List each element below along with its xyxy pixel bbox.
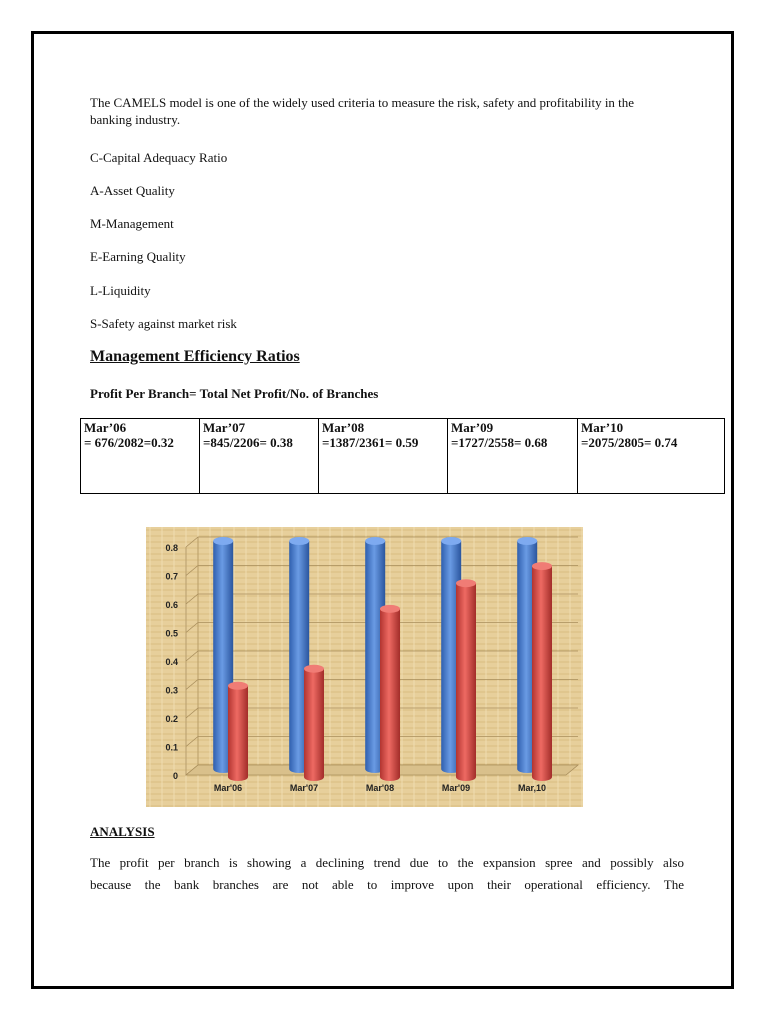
bar-top xyxy=(304,665,324,673)
page-border xyxy=(31,31,734,989)
table-row xyxy=(81,419,725,494)
x-tick-label: Mar'08 xyxy=(365,783,395,793)
cell-period: Mar’09 xyxy=(451,420,494,435)
bar-body xyxy=(304,669,324,781)
analysis-line-1: The profit per branch is showing a declining trend due to the expansion spree and possibly also xyxy=(90,855,684,870)
bar-body xyxy=(380,609,400,781)
y-tick-label: 0.3 xyxy=(165,685,178,696)
y-tick-label: 0.1 xyxy=(165,742,178,753)
bar-body xyxy=(456,583,476,781)
camels-item-c: C-Capital Adequacy Ratio xyxy=(90,150,228,165)
camels-item-s: S-Safety against market risk xyxy=(90,316,237,331)
analysis-heading: ANALYSIS xyxy=(90,824,155,839)
bar-top xyxy=(456,579,476,587)
bar-series-2 xyxy=(532,562,552,781)
bar-top xyxy=(441,537,461,545)
y-tick-label: 0.5 xyxy=(165,628,178,639)
bar-top xyxy=(380,605,400,613)
bar-top xyxy=(517,537,537,545)
bar-top xyxy=(289,537,309,545)
cell-calc: = 676/2082=0.32 xyxy=(84,435,174,450)
y-tick-label: 0.6 xyxy=(165,600,178,610)
bar-top xyxy=(213,537,233,545)
bar-top xyxy=(532,562,552,570)
y-tick-label: 0.8 xyxy=(165,543,178,553)
cell-period: Mar’06 xyxy=(84,420,127,435)
bar-series-2 xyxy=(228,682,248,781)
y-tick-label: 0.7 xyxy=(165,571,178,582)
bar-series-2 xyxy=(304,665,324,781)
cell-period: Mar’08 xyxy=(322,420,365,435)
table-cell xyxy=(578,419,725,494)
x-tick-label: Mar'09 xyxy=(441,783,471,793)
camels-item-a: A-Asset Quality xyxy=(90,183,175,198)
bar-body xyxy=(228,686,248,781)
bar-series-2 xyxy=(380,605,400,781)
x-tick-label: Mar,10 xyxy=(517,783,547,793)
cell-calc: =2075/2805= 0.74 xyxy=(581,435,678,450)
chart-container xyxy=(146,527,583,807)
x-tick-label: Mar'07 xyxy=(289,783,319,793)
x-tick-label: Mar'06 xyxy=(213,783,243,793)
bar-series-2 xyxy=(456,579,476,781)
y-tick-label: 0.2 xyxy=(165,714,178,724)
analysis-line-2: because the bank branches are not able to improve upon their operational efficiency. The xyxy=(90,877,684,892)
bar-top xyxy=(365,537,385,545)
table-cell xyxy=(319,419,448,494)
table-cell xyxy=(200,419,319,494)
y-tick-label: 0 xyxy=(172,771,178,781)
y-tick-label: 0.4 xyxy=(165,657,178,667)
table-cell xyxy=(81,419,200,494)
bar-body xyxy=(532,566,552,781)
camels-item-e: E-Earning Quality xyxy=(90,249,186,264)
cell-period: Mar’07 xyxy=(203,420,246,435)
camels-item-m: M-Management xyxy=(90,216,174,231)
bar-top xyxy=(228,682,248,690)
table-cell xyxy=(448,419,578,494)
intro-paragraph: The CAMELS model is one of the widely used criteria to measure the risk, safety and profitability in the banking industry. xyxy=(90,95,635,127)
formula-line: Profit Per Branch= Total Net Profit/No. of Branches xyxy=(90,386,379,401)
profit-per-branch-chart xyxy=(146,527,583,807)
ratio-table xyxy=(80,418,725,494)
cell-calc: =1727/2558= 0.68 xyxy=(451,435,548,450)
cell-period: Mar’10 xyxy=(581,420,624,435)
cell-calc: =1387/2361= 0.59 xyxy=(322,435,419,450)
camels-item-l: L-Liquidity xyxy=(90,283,151,298)
section-heading: Management Efficiency Ratios xyxy=(90,348,300,365)
cell-calc: =845/2206= 0.38 xyxy=(203,435,293,450)
